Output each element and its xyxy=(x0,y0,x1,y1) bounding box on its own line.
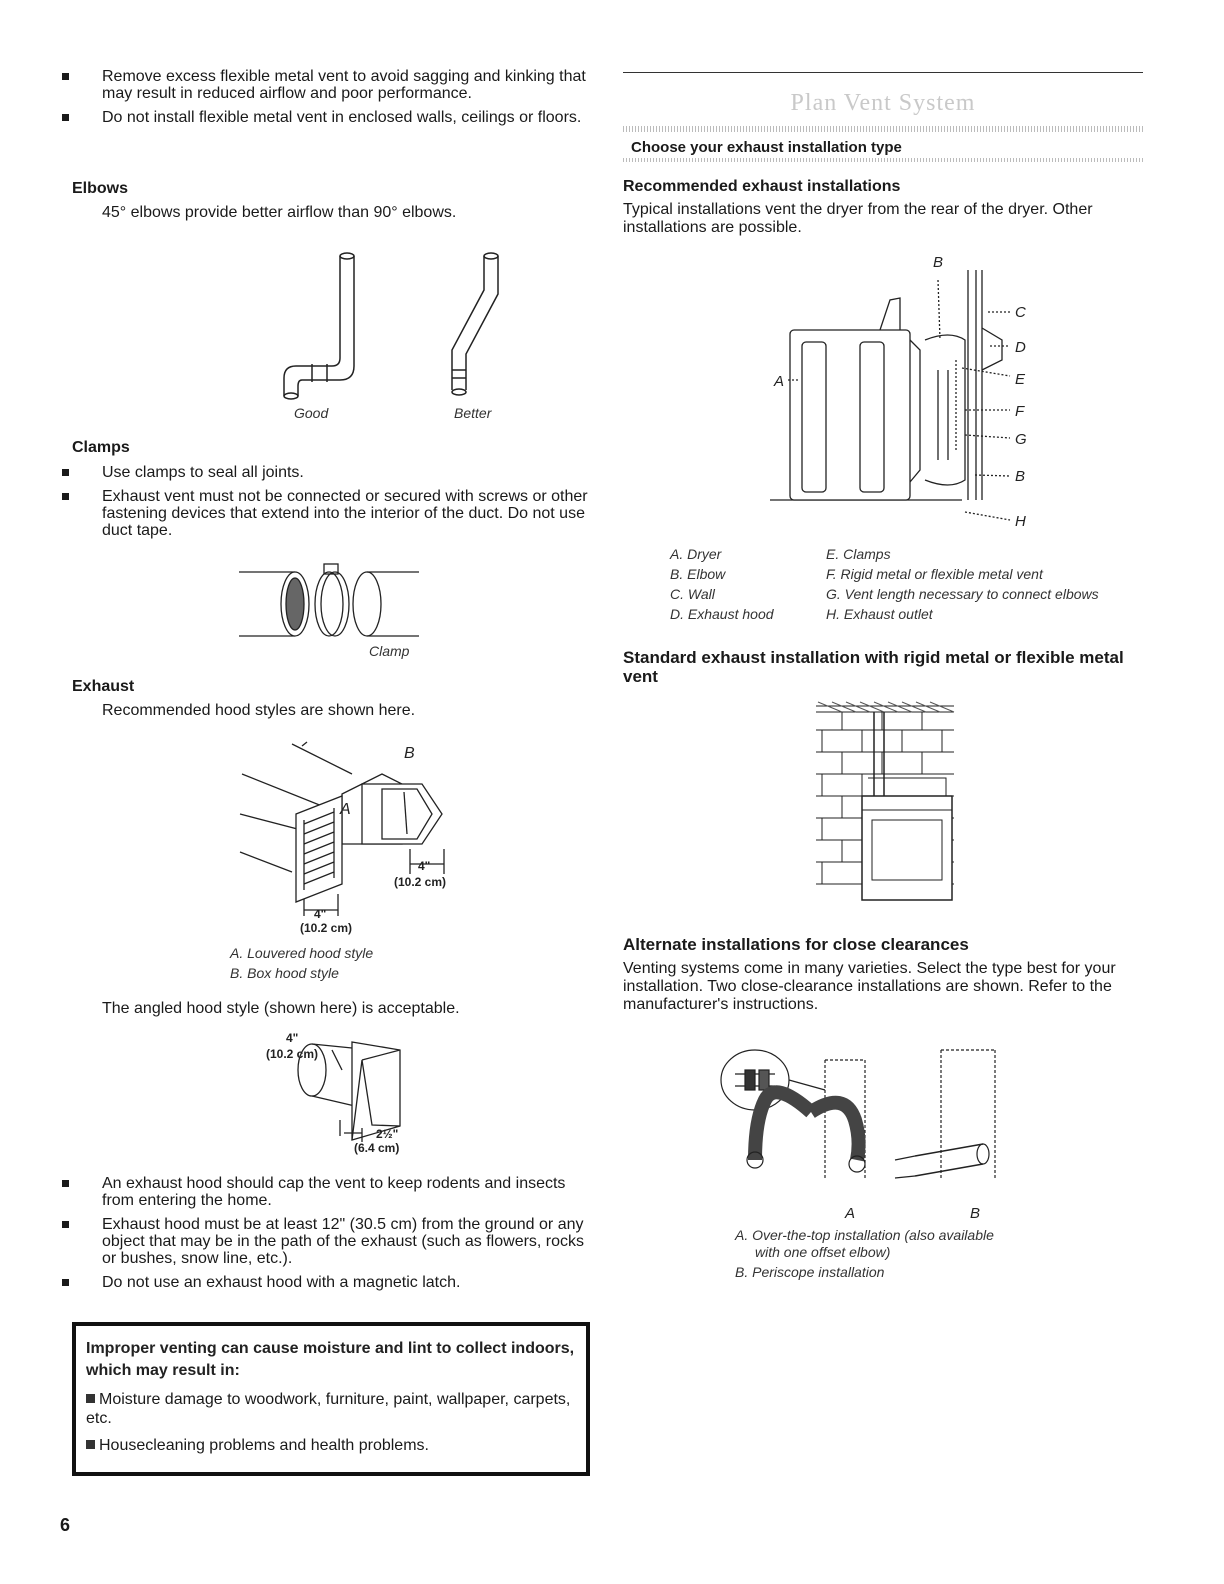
diagram-label-g: G xyxy=(1015,431,1027,448)
alternate-label-a: A xyxy=(845,1205,856,1222)
standard-install-illustration xyxy=(812,700,962,910)
dim-cm-a: (10.2 cm) xyxy=(300,921,353,935)
legend-item: G. Vent length necessary to connect elbows xyxy=(826,586,1099,602)
warning-title: Improper venting can cause moisture and lint to collect indoors, which may result in: xyxy=(86,1340,575,1379)
section-title: Plan Vent System xyxy=(790,90,976,116)
alternate-captions xyxy=(735,1227,994,1283)
alternate-label-b: B xyxy=(970,1205,981,1222)
diagram-legend-right xyxy=(826,544,1099,624)
bullet-no-enclosed: Do not install flexible metal vent in enclosed walls, ceilings or floors. xyxy=(62,109,592,126)
legend-item: E. Clamps xyxy=(826,546,891,562)
bullet-hood-height: Exhaust hood must be at least 12" (30.5 cm) from the ground or any object that may be in the path of the exhaust (such as flowers, rocks or bushes, snow line, etc.). xyxy=(62,1216,592,1267)
standard-heading: Standard exhaust installation with rigid metal or flexible metal vent xyxy=(623,648,1124,686)
bullet-hood-cap: An exhaust hood should cap the vent to keep rodents and insects from entering the home. xyxy=(62,1175,592,1209)
legend-item: H. Exhaust outlet xyxy=(826,606,933,622)
alternate-text: Venting systems come in many varieties. Select the type best for your installation. Two close-clearance installations are shown. Refer to the manufacturer's instructions. xyxy=(623,960,1116,1013)
dim-4in-b: 4" xyxy=(418,859,431,873)
bullet-magnetic-latch: Do not use an exhaust hood with a magnetic latch. xyxy=(62,1274,592,1291)
angled-dim-cm: (10.2 cm) xyxy=(266,1047,319,1061)
elbows-heading: Elbows xyxy=(72,180,129,197)
warning-item: Moisture damage to woodwork, furniture, paint, wallpaper, carpets, etc. xyxy=(86,1391,571,1427)
subsection-title: Choose your exhaust installation type xyxy=(631,139,902,156)
vent-bullets xyxy=(62,68,592,133)
diagram-label-h: H xyxy=(1015,513,1026,530)
angled-dim-4in: 4" xyxy=(286,1031,299,1045)
good-label: Good xyxy=(294,405,329,421)
angled-dim-2half: 2½" xyxy=(376,1127,399,1141)
square-bullet-icon xyxy=(86,1440,95,1449)
caption-over-the-top: A. Over-the-top installation (also available xyxy=(735,1227,994,1243)
recommended-heading: Recommended exhaust installations xyxy=(623,178,901,195)
recommended-text: Typical installations vent the dryer from the rear of the dryer. Other installations are possible. xyxy=(623,201,1093,236)
diagram-label-b-bottom: B xyxy=(1015,468,1026,485)
top-rule xyxy=(623,72,1143,73)
angled-dim-64: (6.4 cm) xyxy=(354,1141,400,1155)
diagram-legend-left xyxy=(670,544,774,624)
elbows-text: 45° elbows provide better airflow than 90° elbows. xyxy=(102,204,457,221)
clamp-illustration xyxy=(237,560,427,660)
bullet-no-screws: Exhaust vent must not be connected or secured with screws or other fastening devices that extend into the interior of the duct. Do not use duct tape. xyxy=(62,488,592,539)
hood-label-b: B xyxy=(404,745,415,762)
hatch-rule-bottom xyxy=(623,158,1143,162)
alternate-heading: Alternate installations for close clearances xyxy=(623,935,969,954)
recommended-diagram xyxy=(740,250,1040,540)
diagram-label-d: D xyxy=(1015,339,1026,356)
diagram-label-b-top: B xyxy=(933,254,944,271)
hatch-rule-top xyxy=(623,126,1143,132)
angled-text: The angled hood style (shown here) is acceptable. xyxy=(102,1000,460,1017)
angled-hood-illustration xyxy=(222,1030,432,1160)
clamp-label: Clamp xyxy=(369,643,410,659)
warning-item: Housecleaning problems and health problems. xyxy=(86,1436,576,1455)
diagram-label-a: A xyxy=(774,373,785,390)
legend-item: F. Rigid metal or flexible metal vent xyxy=(826,566,1043,582)
page-number: 6 xyxy=(60,1515,71,1535)
bullet-remove-excess: Remove excess flexible metal vent to avoid sagging and kinking that may result in reduced airflow and poor performance. xyxy=(62,68,592,102)
legend-item: C. Wall xyxy=(670,586,715,602)
caption-periscope: B. Periscope installation xyxy=(735,1264,885,1280)
caption-offset-elbow: with one offset elbow) xyxy=(755,1244,891,1260)
dim-4in-a: 4" xyxy=(314,907,327,921)
exhaust-bullets xyxy=(62,1175,592,1298)
legend-item: B. Elbow xyxy=(670,566,726,582)
elbows-illustration xyxy=(212,250,492,425)
legend-item: D. Exhaust hood xyxy=(670,606,774,622)
bullet-use-clamps: Use clamps to seal all joints. xyxy=(62,464,592,481)
better-label: Better xyxy=(454,405,492,421)
venting-warning-box xyxy=(72,1322,590,1476)
clamps-bullets xyxy=(62,464,592,546)
hood-styles-illustration xyxy=(232,734,492,934)
diagram-label-f: F xyxy=(1015,403,1025,420)
caption-louvered: A. Louvered hood style xyxy=(230,945,374,961)
dim-cm-b: (10.2 cm) xyxy=(394,875,447,889)
clamps-heading: Clamps xyxy=(72,439,130,456)
diagram-label-e: E xyxy=(1015,371,1026,388)
caption-box: B. Box hood style xyxy=(230,965,339,981)
diagram-label-c: C xyxy=(1015,304,1026,321)
hood-label-a: A xyxy=(340,801,351,818)
exhaust-heading: Exhaust xyxy=(72,678,135,695)
close-clearance-illustration xyxy=(715,1040,1015,1220)
square-bullet-icon xyxy=(86,1394,95,1403)
legend-item: A. Dryer xyxy=(670,546,722,562)
exhaust-text: Recommended hood styles are shown here. xyxy=(102,702,416,719)
